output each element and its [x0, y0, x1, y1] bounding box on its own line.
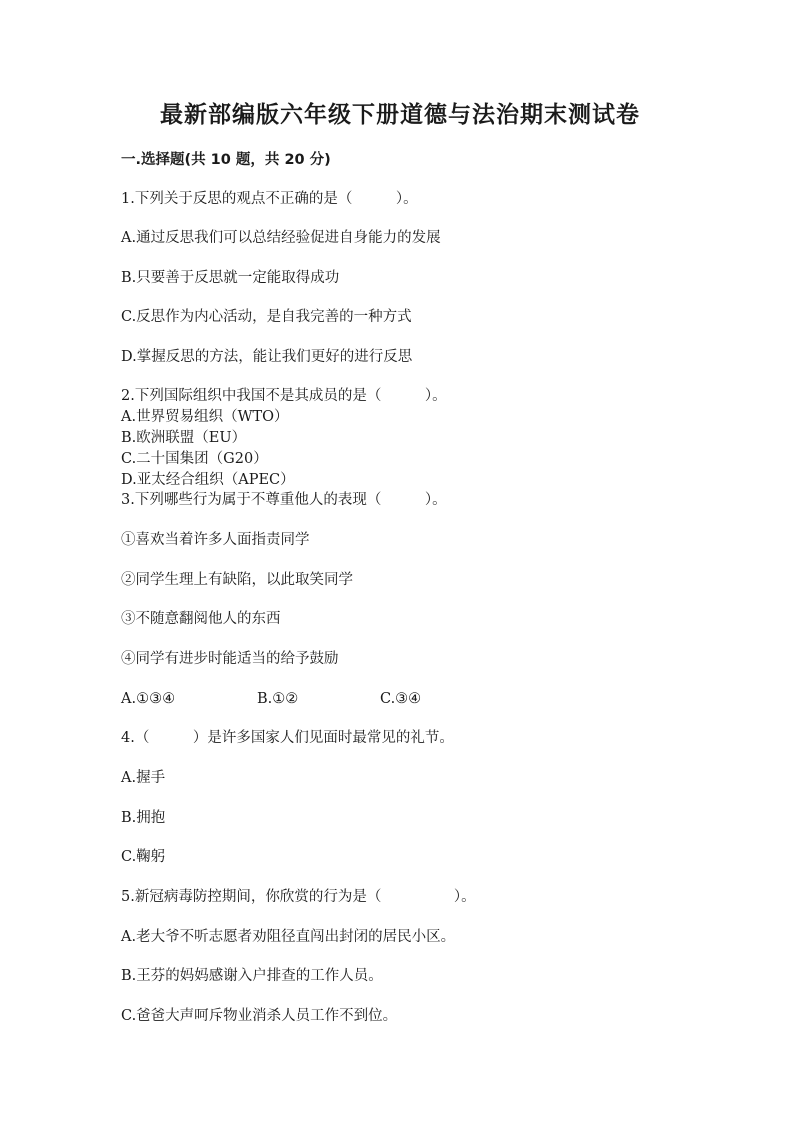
- question-3-option-b: B.①②: [257, 691, 299, 707]
- question-5-option-c: C.爸爸大声呵斥物业消杀人员工作不到位。: [121, 1008, 398, 1024]
- question-3-stem: 3.下列哪些行为属于不尊重他人的表现（ ）。: [121, 492, 447, 508]
- question-3-statement-1: ①喜欢当着许多人面指责同学: [121, 532, 310, 548]
- question-5-option-a: A.老大爷不听志愿者劝阻径直闯出封闭的居民小区。: [121, 929, 456, 945]
- question-5-stem: 5.新冠病毒防控期间，你欣赏的行为是（ ）。: [121, 889, 476, 905]
- question-3-statement-3: ③不随意翻阅他人的东西: [121, 611, 281, 627]
- question-3-statement-2: ②同学生理上有缺陷，以此取笑同学: [121, 572, 353, 588]
- question-2-option-b: B.欧洲联盟（EU）: [121, 430, 247, 446]
- exam-title: 最新部编版六年级下册道德与法治期末测试卷: [160, 102, 640, 128]
- question-2-option-d: D.亚太经合组织（APEC）: [121, 472, 295, 488]
- question-1-option-b: B.只要善于反思就一定能取得成功: [121, 270, 340, 286]
- question-1-option-c: C.反思作为内心活动，是自我完善的一种方式: [121, 309, 412, 325]
- question-4-stem: 4.（ ）是许多国家人们见面时最常见的礼节。: [121, 730, 454, 746]
- question-1-option-a: A.通过反思我们可以总结经验促进自身能力的发展: [121, 230, 441, 246]
- question-2-stem: 2.下列国际组织中我国不是其成员的是（ ）。: [121, 388, 447, 404]
- question-1-stem: 1.下列关于反思的观点不正确的是（ ）。: [121, 191, 418, 207]
- question-3-statement-4: ④同学有进步时能适当的给予鼓励: [121, 651, 339, 667]
- question-3-option-c: C.③④: [380, 691, 422, 707]
- question-3-options-row: [121, 690, 421, 708]
- question-4-option-a: A.握手: [121, 770, 166, 786]
- question-4-option-b: B.拥抱: [121, 810, 166, 826]
- question-1-option-d: D.掌握反思的方法，能让我们更好的进行反思: [121, 349, 413, 365]
- question-4-option-c: C.鞠躬: [121, 849, 166, 865]
- question-2-option-a: A.世界贸易组织（WTO）: [121, 409, 289, 425]
- question-2-option-c: C.二十国集团（G20）: [121, 451, 268, 467]
- section-heading: 一.选择题(共 10 题，共 20 分): [121, 152, 331, 168]
- question-3-option-a: A.①③④: [121, 691, 176, 707]
- question-5-option-b: B.王芬的妈妈感谢入户排查的工作人员。: [121, 968, 383, 984]
